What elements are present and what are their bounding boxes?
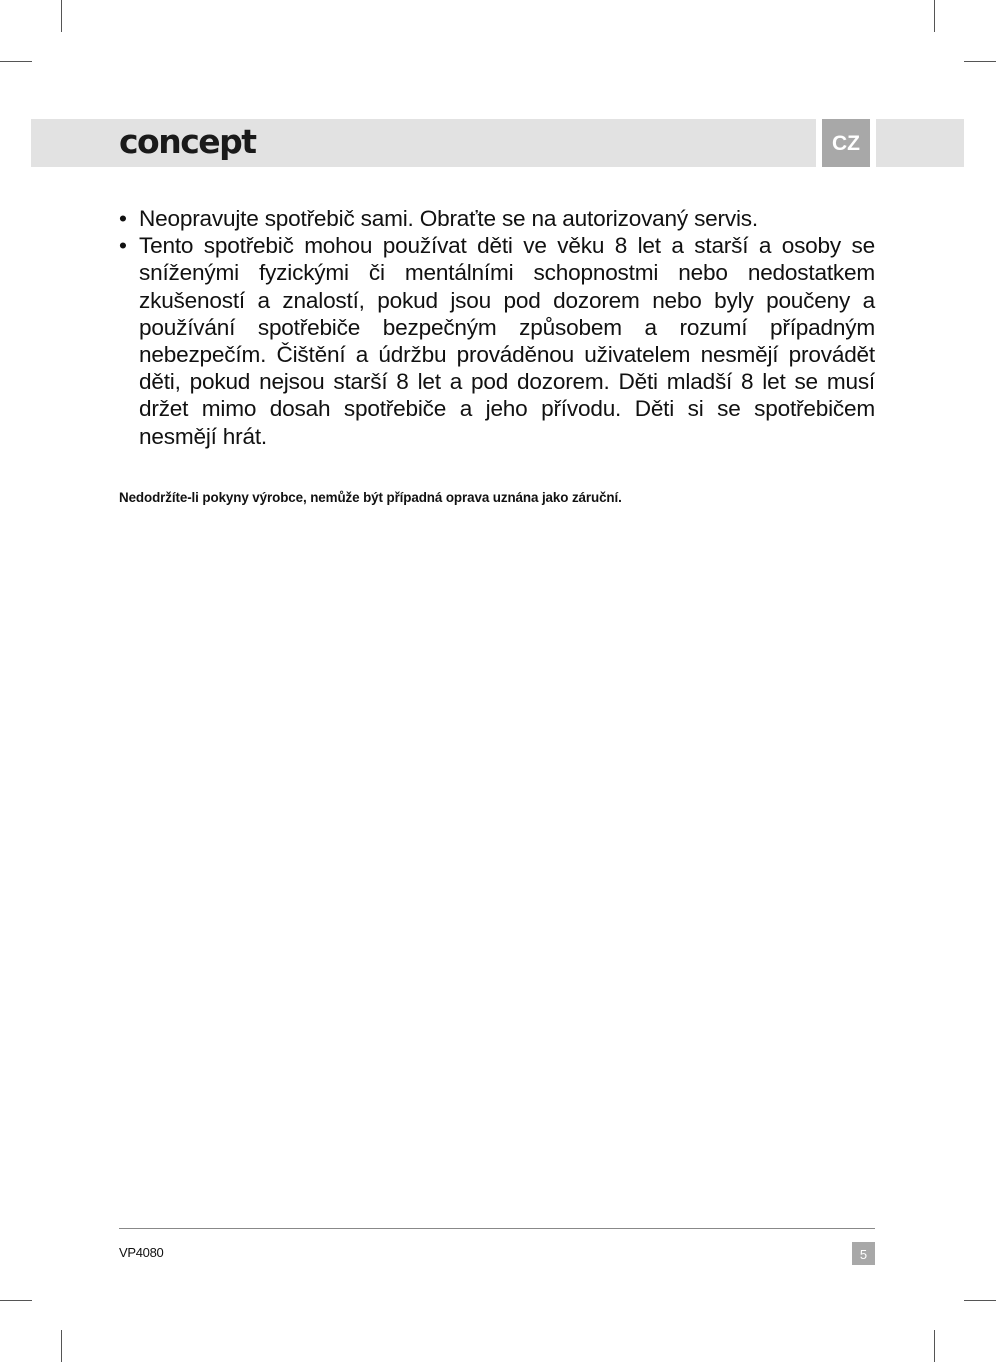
- bullet-icon: •: [119, 206, 127, 231]
- crop-mark: [964, 61, 996, 62]
- page-number: 5: [852, 1242, 875, 1265]
- bullet-icon: •: [119, 233, 127, 259]
- header-band-right: [876, 119, 964, 167]
- model-number: VP4080: [119, 1245, 164, 1260]
- list-item: [119, 232, 875, 450]
- crop-mark: [934, 1330, 935, 1362]
- footer-divider: [119, 1228, 875, 1229]
- crop-mark: [0, 61, 32, 62]
- crop-mark: [964, 1300, 996, 1301]
- list-item-text: Neopravujte spotřebič sami. Obraťte se na autorizovaný servis.: [139, 206, 758, 231]
- list-item: [119, 205, 875, 232]
- crop-mark: [61, 0, 62, 32]
- list-item-text: Tento spotřebič mohou používat děti ve věku 8 let a starší a osoby se sníženými fyzickými či mentálními schopnostmi nebo nedostatkem zkušeností a znalostí, pokud jsou pod dozorem nebo byly poučeny a používání spotřebiče bezpečným způsobem a rozumí případným nebezpečím. Čištění a údržbu prováděnou uživatelem nesmějí provádět děti, pokud nejsou starší 8 let a pod dozorem. Děti mladší 8 let se musí držet mimo dosah spotřebiče a jeho přívodu. Děti si se spotřebičem nesmějí hrát.: [139, 233, 875, 449]
- brand-logo: concept: [119, 122, 256, 161]
- language-badge: CZ: [822, 119, 870, 167]
- safety-instructions-list: [119, 205, 875, 450]
- crop-mark: [61, 1330, 62, 1362]
- crop-mark: [0, 1300, 32, 1301]
- warranty-note: Nedodržíte-li pokyny výrobce, nemůže být případná oprava uznána jako záruční.: [119, 490, 622, 505]
- crop-mark: [934, 0, 935, 32]
